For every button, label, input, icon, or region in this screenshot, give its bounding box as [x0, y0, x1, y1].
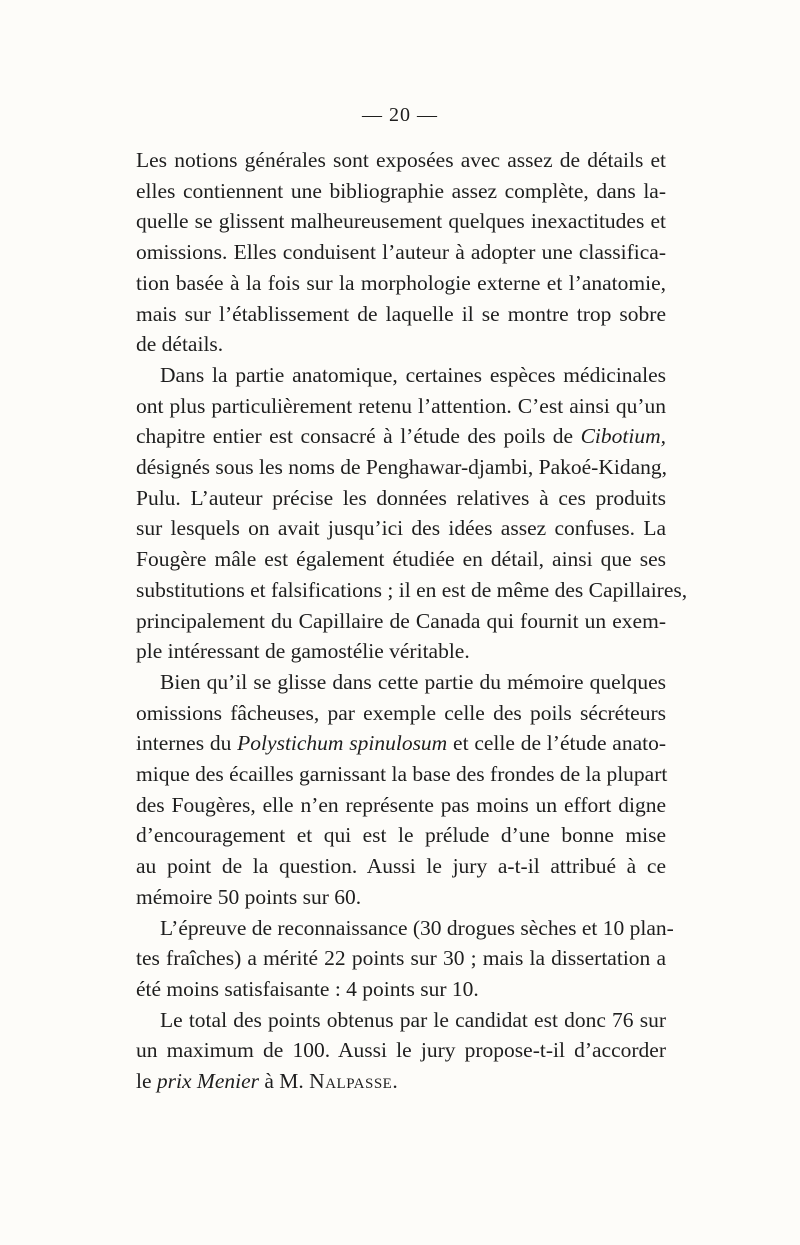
text-line: sur lesquels on avait jusqu’ici des idées assez confuses. La — [136, 516, 666, 541]
text-segment: et celle de l’étude anato- — [453, 731, 667, 756]
text-segment: chapitre entier est consacré à l’étude des poils de — [136, 424, 574, 449]
text-segment: internes du — [136, 731, 232, 756]
italic-taxon: Cibotium, — [580, 424, 666, 449]
text-line: Dans la partie anatomique, certaines espèces médicinales — [160, 362, 666, 387]
text-line: principalement du Capillaire de Canada qui fournit un exem- — [136, 608, 666, 633]
text-line: L’épreuve de reconnaissance (30 drogues sèches et 10 plan- — [160, 915, 674, 940]
text-line: au point de la question. Aussi le jury a-t-il attribué à ce — [136, 854, 666, 879]
text-line: mémoire 50 points sur 60. — [136, 884, 362, 909]
text-line: ple intéressant de gamostélie véritable. — [136, 639, 470, 664]
text-line: omissions fâcheuses, par exemple celle des poils sécréteurs — [136, 700, 666, 725]
text-line — [136, 728, 666, 759]
text-line: été moins satisfaisante : 4 points sur 10. — [136, 976, 479, 1001]
text-line — [136, 1066, 666, 1097]
text-line: elles contiennent une bibliographie assez complète, dans la- — [136, 178, 666, 203]
paragraph-4 — [136, 913, 674, 1005]
paragraph-5 — [136, 1005, 666, 1097]
text-line: d’encouragement et qui est le prélude d’une bonne mise — [136, 823, 666, 848]
text-segment: le — [136, 1069, 152, 1094]
text-line: Fougère mâle est également étudiée en détail, ainsi que ses — [136, 547, 666, 572]
paragraph-3 — [136, 667, 666, 913]
text-line: Les notions générales sont exposées avec assez de détails et — [136, 148, 666, 172]
text-line: des Fougères, elle n’en représente pas moins un effort digne — [136, 792, 666, 817]
text-line: tes fraîches) a mérité 22 points sur 30 ; mais la dissertation a — [136, 946, 666, 971]
italic-taxon: Polystichum spinulosum — [237, 731, 448, 756]
body-text — [136, 145, 688, 1097]
text-segment: à M. — [264, 1069, 304, 1094]
paragraph-1 — [136, 145, 666, 360]
text-line: substitutions et falsifications ; il en est de même des Capillaires, — [136, 577, 688, 602]
italic-prize-name: prix Menier — [156, 1069, 259, 1094]
text-line: quelle se glissent malheureusement quelques inexactitudes et — [136, 209, 666, 234]
text-line: ont plus particulièrement retenu l’attention. C’est ainsi qu’un — [136, 393, 666, 418]
text-line: de détails. — [136, 332, 224, 357]
text-line — [136, 421, 666, 452]
text-line: désignés sous les noms de Penghawar-djambi, Pakoé-Kidang, — [136, 455, 668, 480]
text-line: Bien qu’il se glisse dans cette partie du mémoire quelques — [160, 669, 666, 694]
text-line: un maximum de 100. Aussi le jury propose-t-il d’accorder — [136, 1038, 666, 1063]
text-line: omissions. Elles conduisent l’auteur à adopter une classifica- — [136, 240, 666, 265]
text-line: Le total des points obtenus par le candidat est donc 76 sur — [160, 1007, 666, 1032]
text-line: mique des écailles garnissant la base des frondes de la plupart — [136, 762, 668, 787]
text-line: tion basée à la fois sur la morphologie externe et l’anatomie, — [136, 270, 666, 295]
laureate-name: Nalpasse. — [309, 1069, 399, 1094]
text-line: Pulu. L’auteur précise les données relatives à ces produits — [136, 485, 666, 510]
paragraph-2 — [136, 360, 688, 667]
text-line: mais sur l’établissement de laquelle il se montre trop sobre — [136, 301, 666, 326]
page-number: — 20 — — [362, 104, 438, 126]
